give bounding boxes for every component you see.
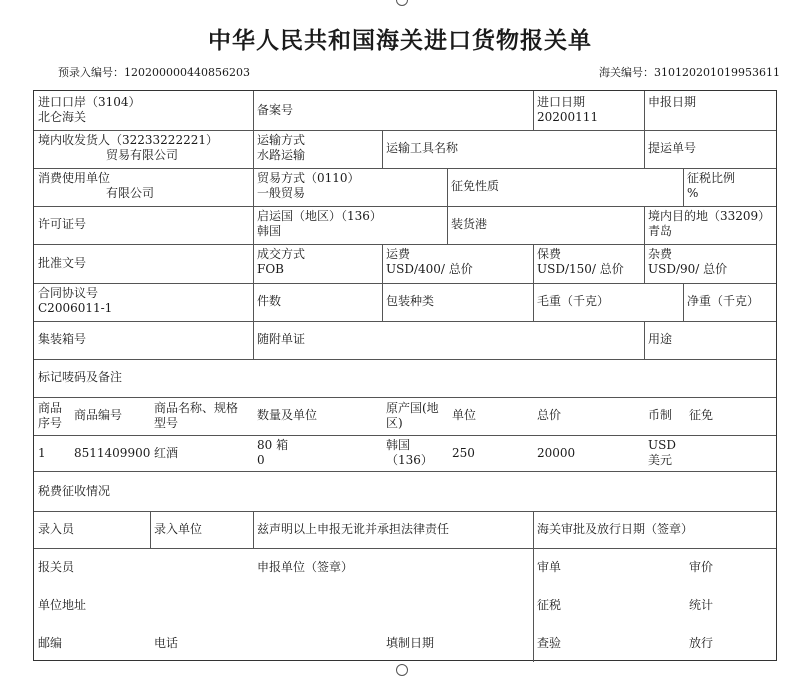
consignee-label: 境内收发货人（32233222221） [38, 133, 218, 147]
price-review-label: 审价 [689, 560, 714, 574]
net-weight-label: 净重（千克） [687, 294, 760, 308]
declare-date-label: 申报日期 [648, 95, 697, 109]
col-divider [683, 168, 684, 206]
col-divider [683, 283, 684, 321]
pieces-label: 件数 [257, 294, 282, 308]
gross-weight-label: 毛重（千克） [537, 294, 610, 308]
row-divider [34, 397, 776, 398]
attached-documents-label: 随附单证 [257, 332, 306, 346]
record-number-label: 备案号 [257, 103, 294, 117]
goods-header-total: 总价 [537, 408, 562, 422]
entry-unit-label: 录入单位 [154, 522, 203, 536]
goods-header-code: 商品编号 [74, 408, 123, 422]
row-divider [34, 321, 776, 322]
col-divider [382, 244, 383, 321]
col-divider [644, 244, 645, 283]
tax-levy-label: 征税 [537, 598, 562, 612]
exemption-nature-label: 征免性质 [451, 179, 500, 193]
goods-header-seq: 商品 [38, 401, 63, 415]
license-number-label: 许可证号 [38, 217, 87, 231]
binding-hole [396, 664, 408, 676]
consignee-value: 贸易有限公司 [106, 148, 179, 162]
trade-mode-value: 一般贸易 [257, 186, 306, 200]
declaring-unit-label: 申报单位（签章） [257, 560, 354, 574]
trade-mode-label: 贸易方式（0110） [257, 171, 360, 185]
goods-name: 红酒 [154, 446, 179, 460]
tax-status-label: 税费征收情况 [38, 484, 111, 498]
goods-currency-2: 美元 [648, 453, 673, 467]
document-review-label: 审单 [537, 560, 562, 574]
misc-fee-value: USD/90/ 总价 [648, 262, 728, 276]
customs-approval-date-label: 海关审批及放行日期（签章） [537, 522, 694, 536]
marks-remarks-label: 标记唛码及备注 [38, 370, 123, 384]
goods-header-exemption: 征免 [689, 408, 714, 422]
postcode-label: 邮编 [38, 636, 63, 650]
row-divider [34, 359, 776, 360]
package-type-label: 包装种类 [386, 294, 435, 308]
col-divider [150, 511, 151, 548]
import-port-value: 北仑海关 [38, 110, 87, 124]
goods-origin-2: （136） [386, 453, 433, 467]
page-title: 中华人民共和国海关进口货物报关单 [208, 28, 592, 54]
destination-value: 青岛 [648, 224, 673, 238]
import-date-value: 20200111 [537, 110, 599, 124]
misc-fee-label: 杂费 [648, 247, 673, 261]
release-label: 放行 [689, 636, 714, 650]
row-divider [34, 130, 776, 131]
contract-number-value: C2006011-1 [38, 301, 113, 315]
row-divider [34, 206, 776, 207]
col-divider [253, 511, 254, 548]
insurance-label: 保费 [537, 247, 562, 261]
row-divider [34, 471, 776, 472]
destination-label: 境内目的地（33209） [648, 209, 771, 223]
col-divider [644, 206, 645, 244]
deal-mode-value: FOB [257, 262, 284, 276]
row-divider [34, 168, 776, 169]
goods-header-unit: 单位 [452, 408, 477, 422]
goods-header-currency: 币制 [648, 408, 673, 422]
statistics-label: 统计 [689, 598, 714, 612]
col-divider [533, 511, 534, 662]
goods-quantity-2: 0 [257, 453, 265, 467]
freight-value: USD/400/ 总价 [386, 262, 473, 276]
row-divider [34, 435, 776, 436]
goods-header-origin-2: 区) [386, 416, 403, 430]
col-divider [533, 244, 534, 321]
contract-number-label: 合同协议号 [38, 286, 99, 300]
goods-header-quantity: 数量及单位 [257, 408, 318, 422]
inspection-label: 查验 [537, 636, 562, 650]
goods-total: 20000 [537, 446, 576, 460]
col-divider [644, 130, 645, 168]
fill-date-label: 填制日期 [386, 636, 435, 650]
goods-code: 8511409900 [74, 446, 151, 460]
row-divider [34, 244, 776, 245]
row-divider [34, 548, 776, 549]
col-divider [447, 168, 448, 206]
col-divider [253, 91, 254, 359]
col-divider [447, 206, 448, 244]
tax-ratio-label: 征税比例 [687, 171, 736, 185]
goods-unit: 250 [452, 446, 475, 460]
tax-ratio-value: % [687, 186, 699, 200]
phone-label: 电话 [154, 636, 179, 650]
purpose-label: 用途 [648, 332, 673, 346]
col-divider [533, 91, 534, 130]
origin-country-value: 韩国 [257, 224, 282, 238]
consumer-unit-label: 消费使用单位 [38, 171, 111, 185]
import-date-label: 进口日期 [537, 95, 586, 109]
goods-currency: USD [648, 438, 676, 452]
insurance-value: USD/150/ 总价 [537, 262, 624, 276]
goods-header-seq-2: 序号 [38, 416, 63, 430]
import-port-label: 进口口岸（3104） [38, 95, 141, 109]
row-divider [34, 511, 776, 512]
col-divider [644, 91, 645, 130]
entry-clerk-label: 录入员 [38, 522, 75, 536]
goods-header-name-2: 型号 [154, 416, 179, 430]
customs-number: 海关编号：310120201019953611 [599, 66, 780, 79]
binding-hole [396, 0, 408, 6]
container-number-label: 集装箱号 [38, 332, 87, 346]
bill-number-label: 提运单号 [648, 141, 697, 155]
freight-label: 运费 [386, 247, 411, 261]
transport-mode-label: 运输方式 [257, 133, 306, 147]
goods-seq: 1 [38, 446, 46, 460]
goods-quantity: 80 箱 [257, 438, 289, 452]
col-divider [644, 321, 645, 359]
declaration-form-table [33, 90, 777, 661]
row-divider [34, 283, 776, 284]
pre-entry-number: 预录入编号：120200000440856203 [58, 66, 250, 79]
approval-number-label: 批准文号 [38, 256, 87, 270]
col-divider [382, 130, 383, 168]
loading-port-label: 装货港 [451, 217, 488, 231]
declaration-statement: 兹声明以上申报无讹并承担法律责任 [257, 522, 450, 536]
origin-country-label: 启运国（地区）（136） [257, 209, 382, 223]
goods-header-name: 商品名称、规格 [154, 401, 239, 415]
goods-origin: 韩国 [386, 438, 411, 452]
transport-mode-value: 水路运输 [257, 148, 306, 162]
transport-tool-label: 运输工具名称 [386, 141, 459, 155]
goods-header-origin: 原产国(地 [386, 401, 439, 415]
deal-mode-label: 成交方式 [257, 247, 306, 261]
declarer-label: 报关员 [38, 560, 75, 574]
consumer-unit-value: 有限公司 [106, 186, 155, 200]
unit-address-label: 单位地址 [38, 598, 87, 612]
